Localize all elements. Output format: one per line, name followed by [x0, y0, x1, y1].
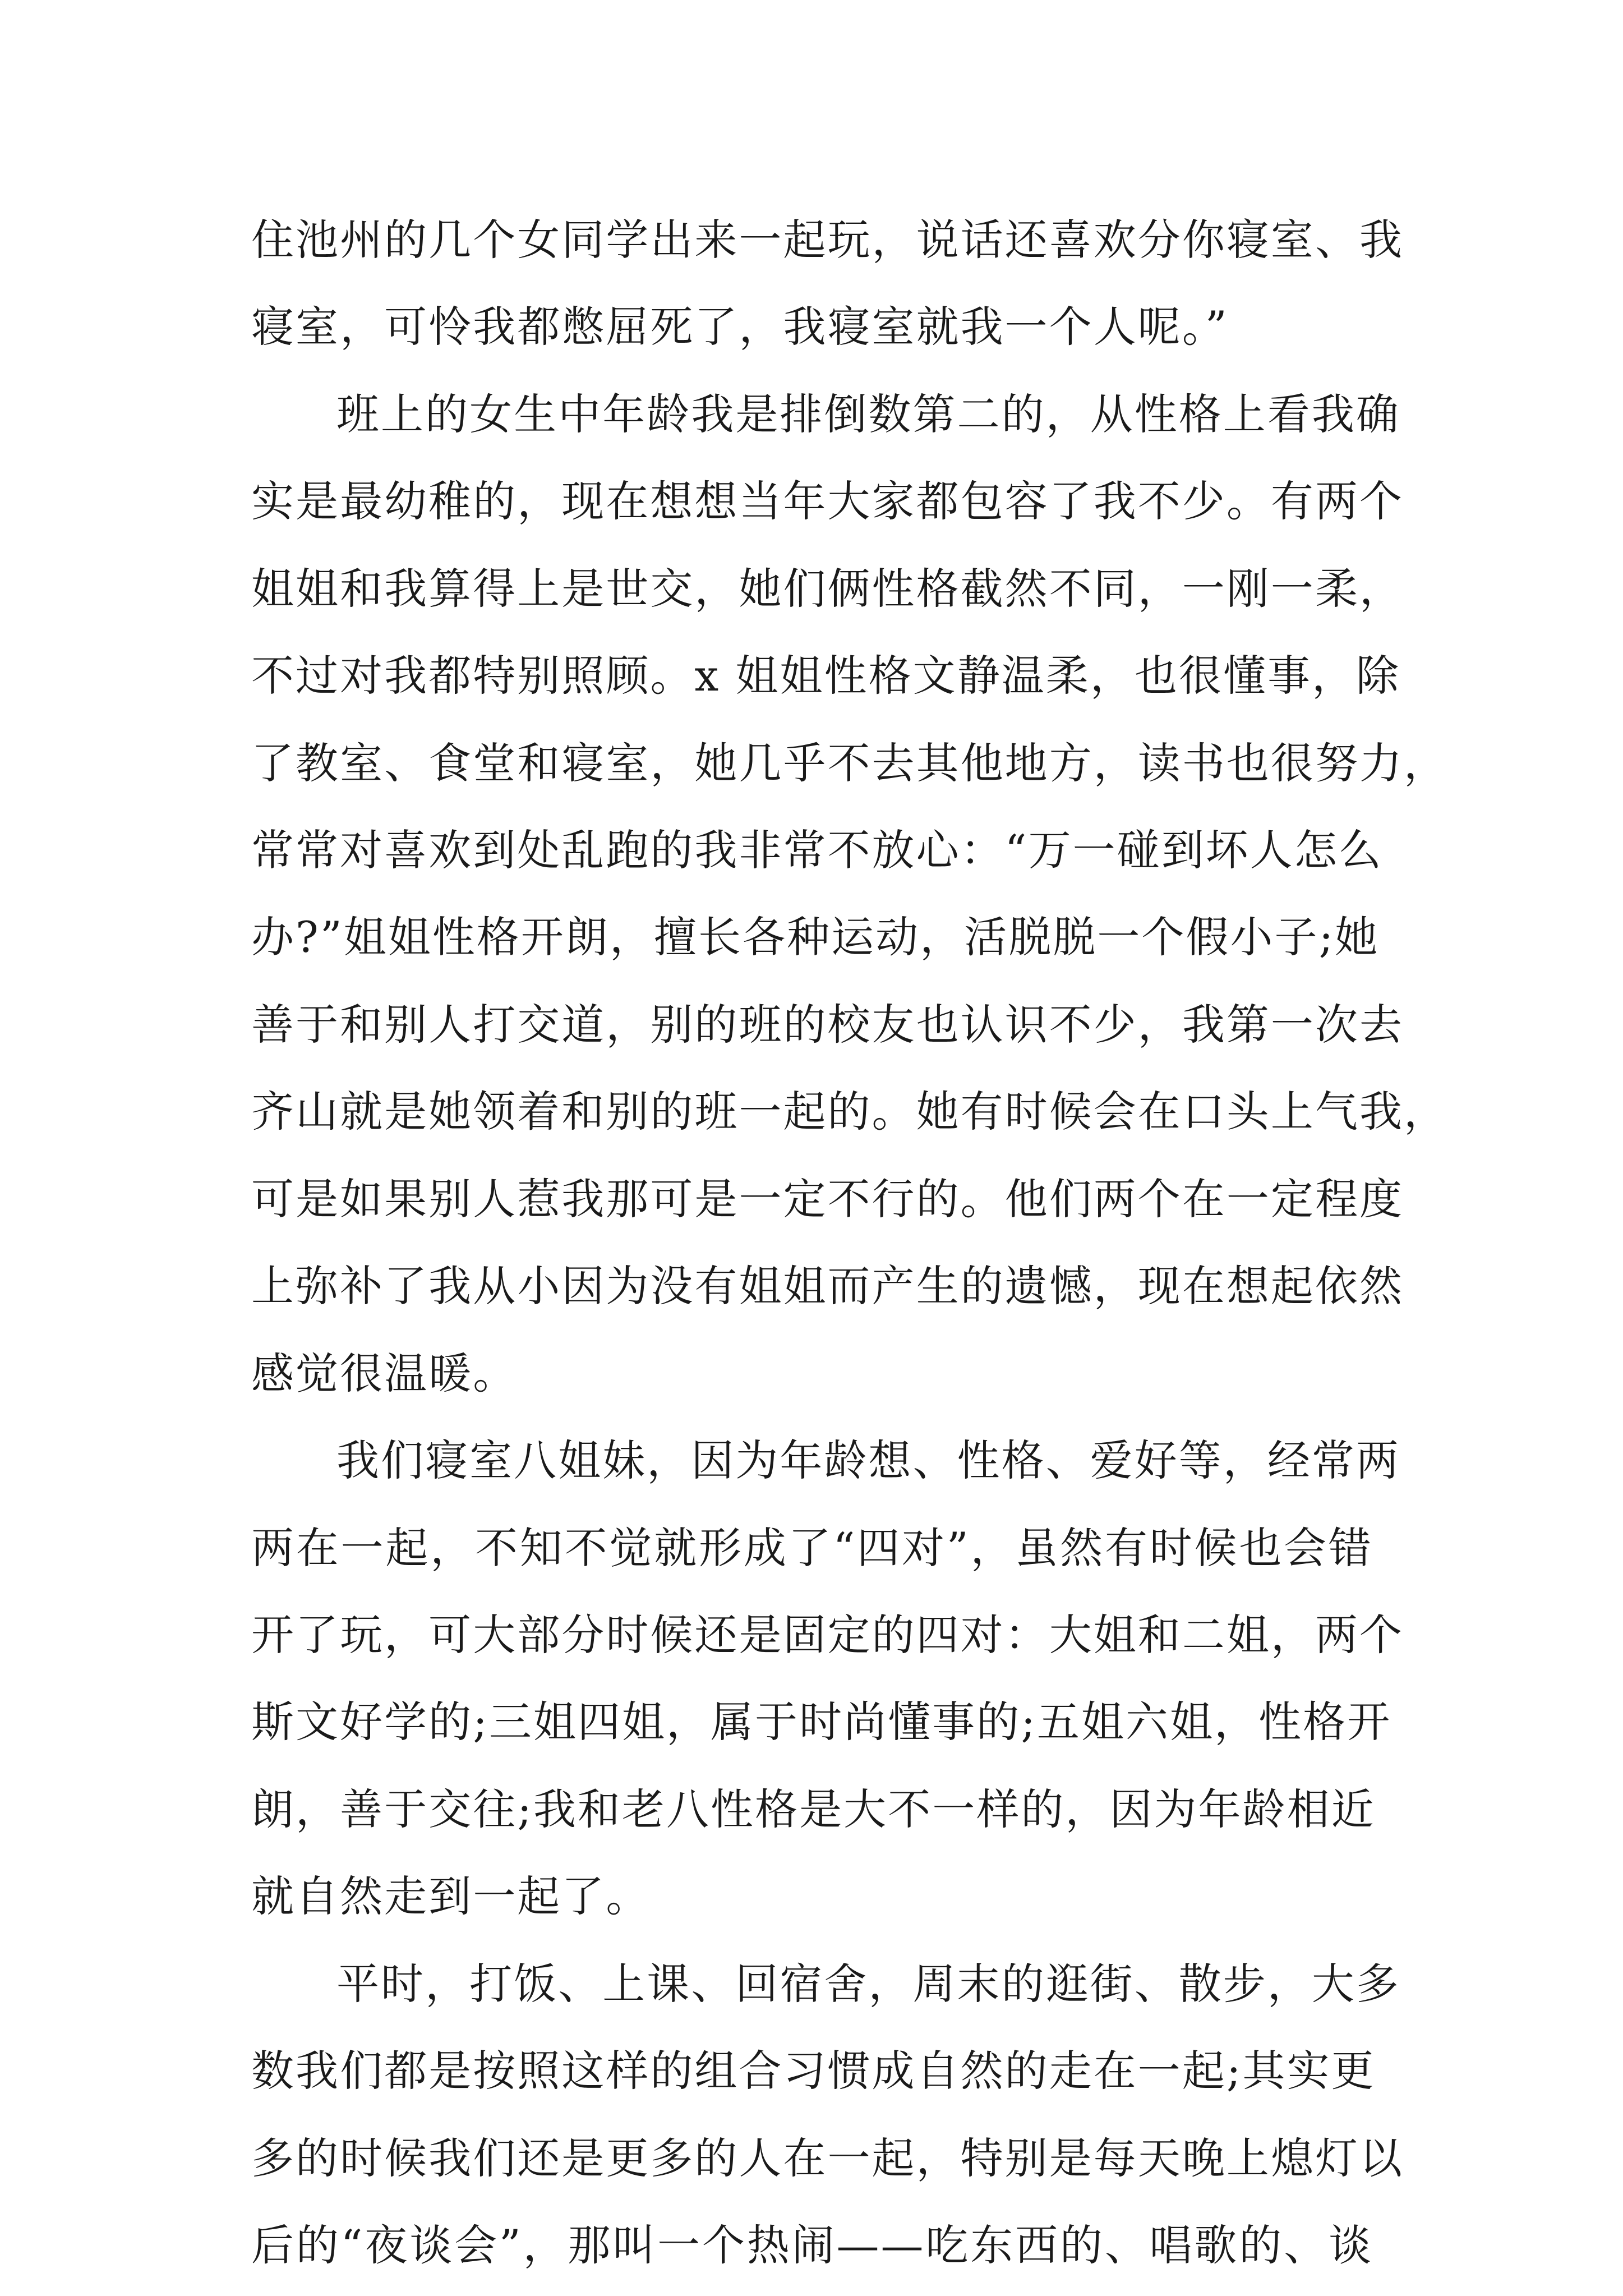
text-line: 开了玩，可大部分时候还是固定的四对：大姐和二姐，两个	[251, 1610, 1404, 1660]
text-line: 班上的女生中年龄我是排倒数第二的，从性格上看我确	[336, 389, 1400, 439]
text-line: 齐山就是她领着和别的班一起的。她有时候会在口头上气我，	[251, 1087, 1449, 1137]
text-line: 常常对喜欢到处乱跑的我非常不放心：“万一碰到坏人怎么	[251, 825, 1383, 875]
text-line: 感觉很温暖。	[251, 1349, 518, 1398]
text-line: 朗，善于交往;我和老八性格是大不一样的，因为年龄相近	[251, 1784, 1376, 1834]
text-line: 就自然走到一起了。	[251, 1871, 651, 1921]
text-line: 不过对我都特别照顾。x 姐姐性格文静温柔，也很懂事，除	[251, 651, 1401, 701]
text-line: 平时，打饭、上课、回宿舍，周末的逛街、散步，大多	[336, 1959, 1400, 2009]
text-line: 办?”姐姐性格开朗，擅长各种运动，活脱脱一个假小子;她	[251, 912, 1380, 962]
text-line: 善于和别人打交道，别的班的校友也认识不少，我第一次去	[251, 1000, 1404, 1050]
text-line: 寝室，可怜我都憋屈死了，我寝室就我一个人呢。”	[251, 302, 1229, 352]
text-line: 可是如果别人惹我那可是一定不行的。他们两个在一定程度	[251, 1174, 1404, 1224]
text-line: 了教室、食堂和寝室，她几乎不去其他地方，读书也很努力，	[251, 738, 1449, 788]
text-line: 姐姐和我算得上是世交，她们俩性格截然不同，一刚一柔，	[251, 564, 1404, 614]
text-line: 住池州的几个女同学出来一起玩，说话还喜欢分你寝室、我	[251, 215, 1404, 265]
text-line: 数我们都是按照这样的组合习惯成自然的走在一起;其实更	[251, 2046, 1376, 2096]
text-line: 斯文好学的;三姐四姐，属于时尚懂事的;五姐六姐，性格开	[251, 1697, 1392, 1747]
text-line: 两在一起，不知不觉就形成了“四对”，虽然有时候也会错	[251, 1523, 1373, 1573]
text-line: 多的时候我们还是更多的人在一起，特别是每天晚上熄灯以	[251, 2133, 1404, 2183]
text-line: 实是最幼稚的，现在想想当年大家都包容了我不少。有两个	[251, 476, 1404, 526]
text-line: 后的“夜谈会”，那叫一个热闹——吃东西的、唱歌的、谈	[251, 2220, 1373, 2270]
text-line: 我们寝室八姐妹，因为年龄想、性格、爱好等，经常两	[336, 1435, 1400, 1485]
text-line: 上弥补了我从小因为没有姐姐而产生的遗憾，现在想起依然	[251, 1261, 1404, 1311]
